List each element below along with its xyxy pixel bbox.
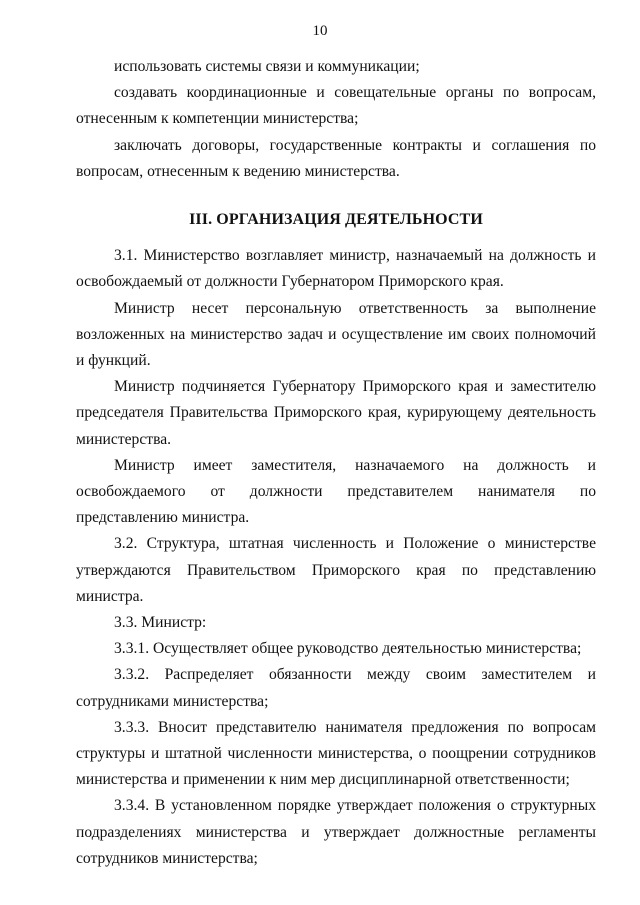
paragraph: Министр подчиняется Губернатору Приморского края и заместителю председателя Правительства Приморского края, курирующему деятельность министерства. [76,378,596,448]
paragraph: 3.2. Структура, штатная численность и Положение о министерстве утверждаются Правительством Приморского края по представлению министра. [76,535,596,605]
paragraph: заключать договоры, государственные контракты и соглашения по вопросам, отнесенным к ведению министерства. [76,136,596,180]
page-content [76,54,596,872]
paragraph: 3.3.2. Распределяет обязанности между своим заместителем и сотрудниками министерства; [76,666,596,710]
paragraph: Министр несет персональную ответственность за выполнение возложенных на министерство задач и осуществление им своих полномочий и функций. [76,299,596,370]
paragraph: использовать системы связи и коммуникации; [114,58,420,75]
page-number: 10 [312,23,328,39]
paragraph: 3.1. Министерство возглавляет министр, назначаемый на должность и освобождаемый от должности Губернатором Приморского края. [76,247,596,291]
paragraph: 3.3. Министр: [114,614,207,632]
paragraph: Министр имеет заместителя, назначаемого на должность и освобождаемого от должности представителем нанимателя по представлению министра. [76,456,596,527]
paragraph: 3.3.1. Осуществляет общее руководство деятельностью министерства; [114,640,582,658]
paragraph: создавать координационные и совещательные органы по вопросам, отнесенным к компетенции министерства; [76,84,596,128]
section-heading: III. ОРГАНИЗАЦИЯ ДЕЯТЕЛЬНОСТИ [189,211,483,229]
paragraph: 3.3.4. В установленном порядке утверждает положения о структурных подразделениях министерства и утверждает должностные регламенты сотрудников министерства; [76,797,596,867]
paragraph: 3.3.3. Вносит представителю нанимателя предложения по вопросам структуры и штатной численности министерства, о поощрении сотрудников министерства и применении к ним мер дисциплинарной ответственности; [76,718,596,789]
